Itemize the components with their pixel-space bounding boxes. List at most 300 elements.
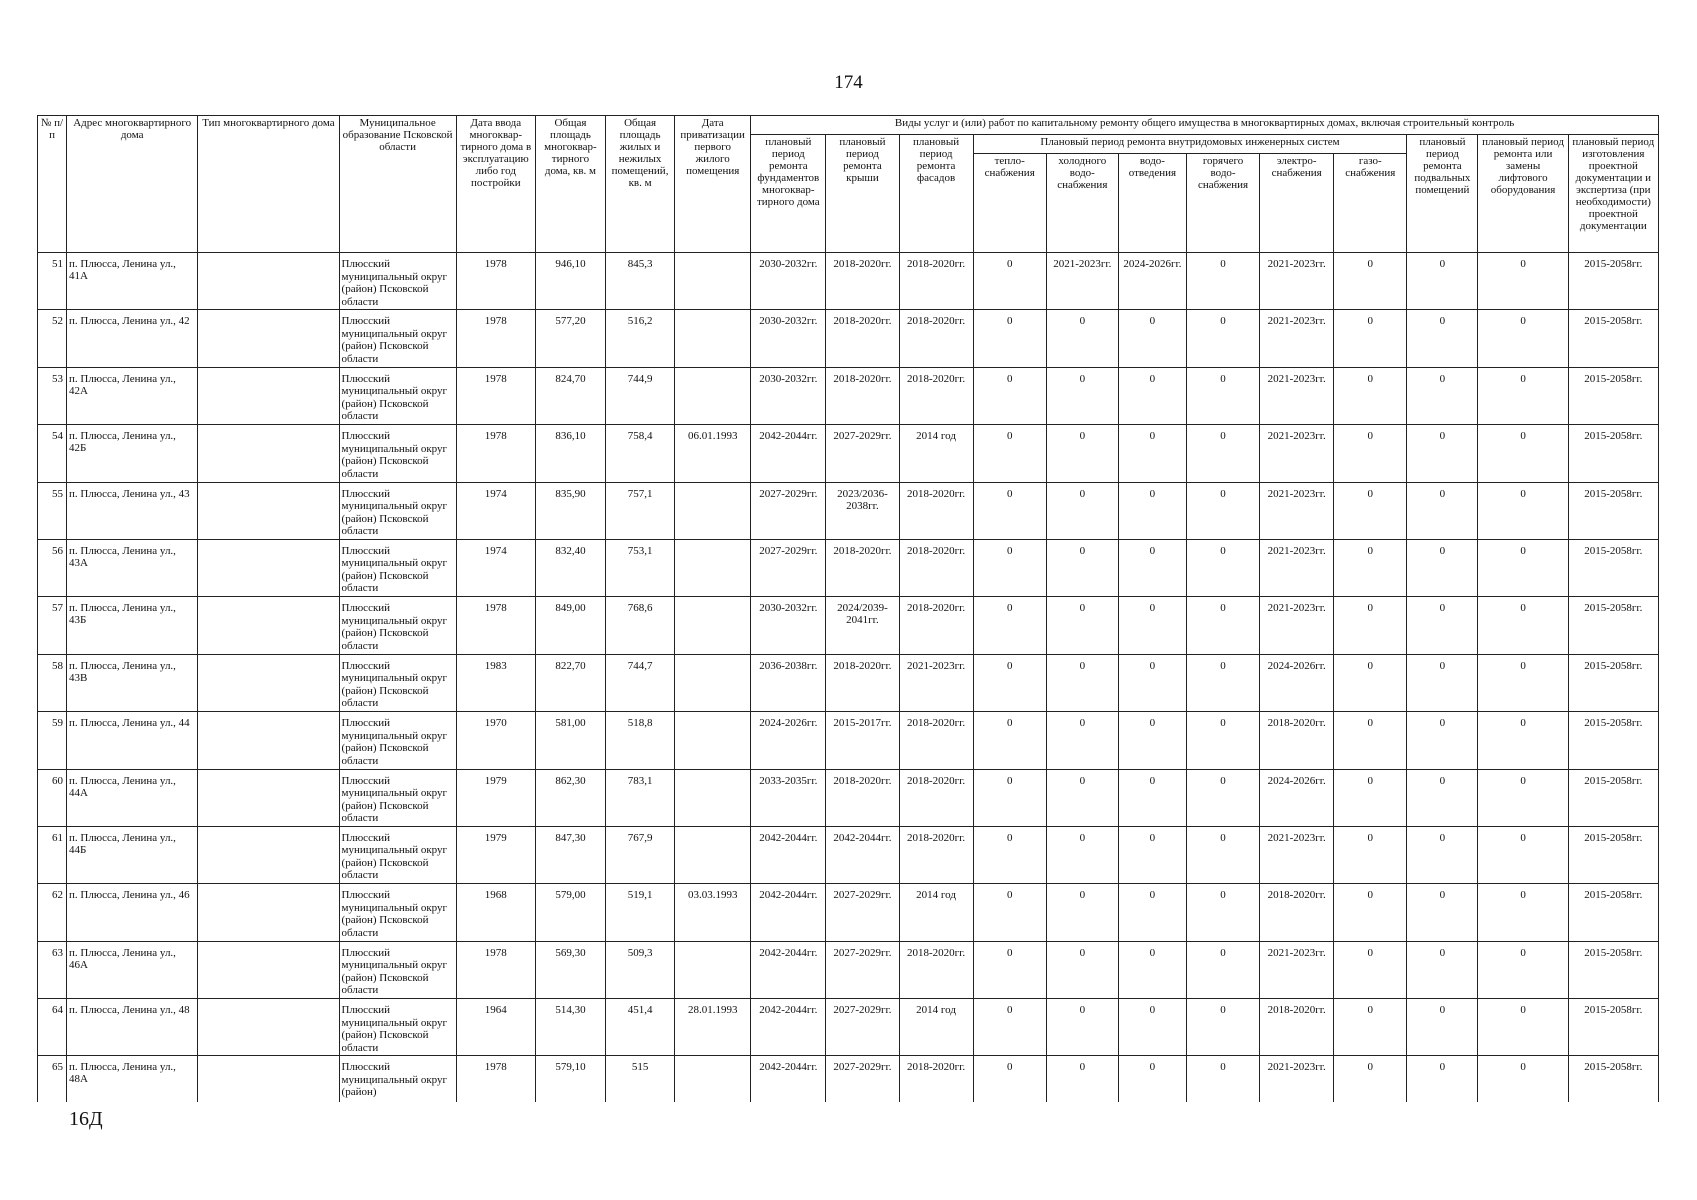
foundation-cell: 2030-2032гг.: [751, 310, 826, 367]
header-num: № п/п: [38, 116, 67, 253]
hot-water-cell: 0: [1186, 1056, 1259, 1102]
row-number: 52: [38, 310, 67, 367]
privatization-date-cell: [675, 367, 751, 424]
table-row: [38, 826, 1659, 883]
municipality-cell: Плюсский муниципальный округ (район) Псковской области: [339, 310, 456, 367]
electricity-cell: 2021-2023гг.: [1260, 597, 1334, 654]
total-area-cell: 824,70: [535, 367, 605, 424]
table-row: [38, 712, 1659, 769]
header-foundation: плановый период ремонта фундаментов многоквар-тирного дома: [751, 135, 826, 253]
type-cell: [198, 941, 339, 998]
electricity-cell: 2021-2023гг.: [1260, 367, 1334, 424]
living-area-cell: 768,6: [606, 597, 675, 654]
year-cell: 1979: [456, 769, 535, 826]
table-row: [38, 482, 1659, 539]
header-cold-water: холодного водо-снабжения: [1046, 154, 1118, 253]
privatization-date-cell: [675, 482, 751, 539]
address-cell: п. Плюсса, Ленина ул., 48А: [67, 1056, 198, 1102]
sewerage-cell: 0: [1118, 1056, 1186, 1102]
hot-water-cell: 0: [1186, 654, 1259, 711]
total-area-cell: 577,20: [535, 310, 605, 367]
roof-cell: 2018-2020гг.: [826, 769, 899, 826]
year-cell: 1978: [456, 367, 535, 424]
roof-cell: 2015-2017гг.: [826, 712, 899, 769]
basement-cell: 0: [1407, 482, 1478, 539]
header-address: Адрес многоквартирного дома: [67, 116, 198, 253]
electricity-cell: 2021-2023гг.: [1260, 826, 1334, 883]
year-cell: 1974: [456, 482, 535, 539]
design-docs-cell: 2015-2058гг.: [1568, 884, 1658, 941]
basement-cell: 0: [1407, 941, 1478, 998]
elevator-cell: 0: [1478, 826, 1568, 883]
row-number: 54: [38, 425, 67, 482]
basement-cell: 0: [1407, 826, 1478, 883]
cold-water-cell: 0: [1046, 884, 1118, 941]
header-elevator: плановый период ремонта или замены лифтового оборудования: [1478, 135, 1568, 253]
cold-water-cell: 0: [1046, 1056, 1118, 1102]
design-docs-cell: 2015-2058гг.: [1568, 999, 1658, 1056]
heating-cell: 0: [973, 310, 1046, 367]
basement-cell: 0: [1407, 1056, 1478, 1102]
design-docs-cell: 2015-2058гг.: [1568, 425, 1658, 482]
design-docs-cell: 2015-2058гг.: [1568, 1056, 1658, 1102]
header-commission-date: Дата ввода многоквар-тирного дома в эксплуатацию либо год постройки: [456, 116, 535, 253]
basement-cell: 0: [1407, 712, 1478, 769]
foundation-cell: 2042-2044гг.: [751, 826, 826, 883]
living-area-cell: 757,1: [606, 482, 675, 539]
roof-cell: 2027-2029гг.: [826, 999, 899, 1056]
address-cell: п. Плюсса, Ленина ул., 41А: [67, 253, 198, 310]
header-sewerage: водо-отведения: [1118, 154, 1186, 253]
municipality-cell: Плюсский муниципальный округ (район): [339, 1056, 456, 1102]
type-cell: [198, 310, 339, 367]
sewerage-cell: 0: [1118, 425, 1186, 482]
heating-cell: 0: [973, 597, 1046, 654]
gas-cell: 0: [1334, 539, 1407, 596]
electricity-cell: 2021-2023гг.: [1260, 310, 1334, 367]
header-type: Тип многоквартирного дома: [198, 116, 339, 253]
row-number: 65: [38, 1056, 67, 1102]
heating-cell: 0: [973, 482, 1046, 539]
total-area-cell: 849,00: [535, 597, 605, 654]
sewerage-cell: 0: [1118, 769, 1186, 826]
table-row: [38, 539, 1659, 596]
electricity-cell: 2018-2020гг.: [1260, 712, 1334, 769]
sewerage-cell: 0: [1118, 310, 1186, 367]
type-cell: [198, 654, 339, 711]
living-area-cell: 516,2: [606, 310, 675, 367]
elevator-cell: 0: [1478, 941, 1568, 998]
year-cell: 1978: [456, 253, 535, 310]
table-row: [38, 367, 1659, 424]
header-gas: газо-снабжения: [1334, 154, 1407, 253]
gas-cell: 0: [1334, 597, 1407, 654]
elevator-cell: 0: [1478, 310, 1568, 367]
electricity-cell: 2021-2023гг.: [1260, 425, 1334, 482]
sewerage-cell: 0: [1118, 539, 1186, 596]
address-cell: п. Плюсса, Ленина ул., 46А: [67, 941, 198, 998]
design-docs-cell: 2015-2058гг.: [1568, 367, 1658, 424]
cold-water-cell: 0: [1046, 425, 1118, 482]
elevator-cell: 0: [1478, 654, 1568, 711]
design-docs-cell: 2015-2058гг.: [1568, 310, 1658, 367]
municipality-cell: Плюсский муниципальный округ (район) Псковской области: [339, 769, 456, 826]
heating-cell: 0: [973, 253, 1046, 310]
basement-cell: 0: [1407, 654, 1478, 711]
address-cell: п. Плюсса, Ленина ул., 42: [67, 310, 198, 367]
facade-cell: 2014 год: [899, 884, 973, 941]
gas-cell: 0: [1334, 999, 1407, 1056]
facade-cell: 2018-2020гг.: [899, 941, 973, 998]
elevator-cell: 0: [1478, 482, 1568, 539]
gas-cell: 0: [1334, 367, 1407, 424]
foundation-cell: 2042-2044гг.: [751, 999, 826, 1056]
cold-water-cell: 0: [1046, 654, 1118, 711]
total-area-cell: 946,10: [535, 253, 605, 310]
year-cell: 1978: [456, 310, 535, 367]
elevator-cell: 0: [1478, 999, 1568, 1056]
foundation-cell: 2030-2032гг.: [751, 367, 826, 424]
basement-cell: 0: [1407, 253, 1478, 310]
header-total-area: Общая площадь многоквар-тирного дома, кв. м: [535, 116, 605, 253]
living-area-cell: 451,4: [606, 999, 675, 1056]
basement-cell: 0: [1407, 539, 1478, 596]
gas-cell: 0: [1334, 1056, 1407, 1102]
header-facade: плановый период ремонта фасадов: [899, 135, 973, 253]
total-area-cell: 581,00: [535, 712, 605, 769]
heating-cell: 0: [973, 425, 1046, 482]
living-area-cell: 744,7: [606, 654, 675, 711]
total-area-cell: 862,30: [535, 769, 605, 826]
design-docs-cell: 2015-2058гг.: [1568, 539, 1658, 596]
row-number: 57: [38, 597, 67, 654]
privatization-date-cell: 28.01.1993: [675, 999, 751, 1056]
heating-cell: 0: [973, 539, 1046, 596]
total-area-cell: 847,30: [535, 826, 605, 883]
basement-cell: 0: [1407, 884, 1478, 941]
header-roof: плановый период ремонта крыши: [826, 135, 899, 253]
sewerage-cell: 0: [1118, 999, 1186, 1056]
row-number: 58: [38, 654, 67, 711]
year-cell: 1978: [456, 425, 535, 482]
electricity-cell: 2021-2023гг.: [1260, 1056, 1334, 1102]
type-cell: [198, 1056, 339, 1102]
gas-cell: 0: [1334, 310, 1407, 367]
row-number: 64: [38, 999, 67, 1056]
header-privatization-date: Дата приватизации первого жилого помещения: [675, 116, 751, 253]
address-cell: п. Плюсса, Ленина ул., 42Б: [67, 425, 198, 482]
foundation-cell: 2024-2026гг.: [751, 712, 826, 769]
table-row: [38, 654, 1659, 711]
roof-cell: 2027-2029гг.: [826, 425, 899, 482]
total-area-cell: 836,10: [535, 425, 605, 482]
total-area-cell: 579,00: [535, 884, 605, 941]
row-number: 61: [38, 826, 67, 883]
design-docs-cell: 2015-2058гг.: [1568, 253, 1658, 310]
cold-water-cell: 0: [1046, 482, 1118, 539]
living-area-cell: 753,1: [606, 539, 675, 596]
row-number: 62: [38, 884, 67, 941]
municipality-cell: Плюсский муниципальный округ (район) Псковской области: [339, 884, 456, 941]
sewerage-cell: 0: [1118, 941, 1186, 998]
foundation-cell: 2042-2044гг.: [751, 1056, 826, 1102]
foundation-cell: 2042-2044гг.: [751, 425, 826, 482]
living-area-cell: 767,9: [606, 826, 675, 883]
design-docs-cell: 2015-2058гг.: [1568, 826, 1658, 883]
electricity-cell: 2024-2026гг.: [1260, 654, 1334, 711]
table-row: [38, 884, 1659, 941]
type-cell: [198, 884, 339, 941]
living-area-cell: 515: [606, 1056, 675, 1102]
facade-cell: 2018-2020гг.: [899, 367, 973, 424]
heating-cell: 0: [973, 941, 1046, 998]
gas-cell: 0: [1334, 712, 1407, 769]
privatization-date-cell: [675, 941, 751, 998]
gas-cell: 0: [1334, 253, 1407, 310]
type-cell: [198, 425, 339, 482]
type-cell: [198, 539, 339, 596]
foundation-cell: 2033-2035гг.: [751, 769, 826, 826]
hot-water-cell: 0: [1186, 367, 1259, 424]
hot-water-cell: 0: [1186, 597, 1259, 654]
address-cell: п. Плюсса, Ленина ул., 43: [67, 482, 198, 539]
foundation-cell: 2027-2029гг.: [751, 482, 826, 539]
cold-water-cell: 0: [1046, 826, 1118, 883]
facade-cell: 2018-2020гг.: [899, 826, 973, 883]
hot-water-cell: 0: [1186, 884, 1259, 941]
heating-cell: 0: [973, 999, 1046, 1056]
header-living-area: Общая площадь жилых и нежилых помещений, кв. м: [606, 116, 675, 253]
gas-cell: 0: [1334, 482, 1407, 539]
type-cell: [198, 712, 339, 769]
header-electricity: электро-снабжения: [1260, 154, 1334, 253]
elevator-cell: 0: [1478, 425, 1568, 482]
cold-water-cell: 0: [1046, 769, 1118, 826]
gas-cell: 0: [1334, 826, 1407, 883]
type-cell: [198, 769, 339, 826]
roof-cell: 2018-2020гг.: [826, 367, 899, 424]
roof-cell: 2027-2029гг.: [826, 884, 899, 941]
gas-cell: 0: [1334, 654, 1407, 711]
elevator-cell: 0: [1478, 769, 1568, 826]
hot-water-cell: 0: [1186, 310, 1259, 367]
heating-cell: 0: [973, 712, 1046, 769]
privatization-date-cell: [675, 769, 751, 826]
cold-water-cell: 2021-2023гг.: [1046, 253, 1118, 310]
hot-water-cell: 0: [1186, 941, 1259, 998]
header-municipality: Муниципальное образование Псковской области: [339, 116, 456, 253]
foundation-cell: 2042-2044гг.: [751, 941, 826, 998]
foundation-cell: 2027-2029гг.: [751, 539, 826, 596]
municipality-cell: Плюсский муниципальный округ (район) Псковской области: [339, 253, 456, 310]
heating-cell: 0: [973, 367, 1046, 424]
hot-water-cell: 0: [1186, 482, 1259, 539]
year-cell: 1964: [456, 999, 535, 1056]
roof-cell: 2042-2044гг.: [826, 826, 899, 883]
electricity-cell: 2024-2026гг.: [1260, 769, 1334, 826]
facade-cell: 2018-2020гг.: [899, 712, 973, 769]
facade-cell: 2018-2020гг.: [899, 769, 973, 826]
sewerage-cell: 0: [1118, 884, 1186, 941]
cold-water-cell: 0: [1046, 539, 1118, 596]
year-cell: 1968: [456, 884, 535, 941]
total-area-cell: 832,40: [535, 539, 605, 596]
year-cell: 1974: [456, 539, 535, 596]
table-row: [38, 941, 1659, 998]
type-cell: [198, 999, 339, 1056]
gas-cell: 0: [1334, 884, 1407, 941]
header-design-docs: плановый период изготовления проектной документации и экспертиза (при необходимости) проектной документации: [1568, 135, 1658, 253]
header-basement: плановый период ремонта подвальных помещений: [1407, 135, 1478, 253]
header-heating: тепло-снабжения: [973, 154, 1046, 253]
total-area-cell: 822,70: [535, 654, 605, 711]
address-cell: п. Плюсса, Ленина ул., 48: [67, 999, 198, 1056]
municipality-cell: Плюсский муниципальный округ (район) Псковской области: [339, 999, 456, 1056]
address-cell: п. Плюсса, Ленина ул., 43В: [67, 654, 198, 711]
basement-cell: 0: [1407, 425, 1478, 482]
type-cell: [198, 367, 339, 424]
living-area-cell: 744,9: [606, 367, 675, 424]
foundation-cell: 2030-2032гг.: [751, 597, 826, 654]
row-number: 63: [38, 941, 67, 998]
total-area-cell: 579,10: [535, 1056, 605, 1102]
living-area-cell: 519,1: [606, 884, 675, 941]
table-body: [38, 253, 1659, 1103]
table-row: [38, 769, 1659, 826]
electricity-cell: 2021-2023гг.: [1260, 539, 1334, 596]
privatization-date-cell: [675, 539, 751, 596]
address-cell: п. Плюсса, Ленина ул., 46: [67, 884, 198, 941]
sewerage-cell: 0: [1118, 367, 1186, 424]
municipality-cell: Плюсский муниципальный округ (район) Псковской области: [339, 597, 456, 654]
municipality-cell: Плюсский муниципальный округ (район) Псковской области: [339, 539, 456, 596]
header-hot-water: горячего водо-снабжения: [1186, 154, 1259, 253]
facade-cell: 2018-2020гг.: [899, 482, 973, 539]
privatization-date-cell: [675, 1056, 751, 1102]
year-cell: 1979: [456, 826, 535, 883]
elevator-cell: 0: [1478, 367, 1568, 424]
gas-cell: 0: [1334, 769, 1407, 826]
municipality-cell: Плюсский муниципальный округ (район) Псковской области: [339, 654, 456, 711]
municipality-cell: Плюсский муниципальный округ (район) Псковской области: [339, 425, 456, 482]
heating-cell: 0: [973, 884, 1046, 941]
facade-cell: 2018-2020гг.: [899, 597, 973, 654]
sewerage-cell: 0: [1118, 654, 1186, 711]
page-number: 174: [834, 72, 863, 93]
design-docs-cell: 2015-2058гг.: [1568, 712, 1658, 769]
hot-water-cell: 0: [1186, 425, 1259, 482]
elevator-cell: 0: [1478, 597, 1568, 654]
municipality-cell: Плюсский муниципальный округ (район) Псковской области: [339, 712, 456, 769]
roof-cell: 2018-2020гг.: [826, 539, 899, 596]
living-area-cell: 758,4: [606, 425, 675, 482]
year-cell: 1978: [456, 1056, 535, 1102]
design-docs-cell: 2015-2058гг.: [1568, 769, 1658, 826]
electricity-cell: 2021-2023гг.: [1260, 482, 1334, 539]
hot-water-cell: 0: [1186, 539, 1259, 596]
year-cell: 1983: [456, 654, 535, 711]
year-cell: 1970: [456, 712, 535, 769]
roof-cell: 2018-2020гг.: [826, 654, 899, 711]
elevator-cell: 0: [1478, 1056, 1568, 1102]
repair-schedule-table: [37, 115, 1659, 1102]
foundation-cell: 2042-2044гг.: [751, 884, 826, 941]
privatization-date-cell: [675, 654, 751, 711]
design-docs-cell: 2015-2058гг.: [1568, 597, 1658, 654]
sewerage-cell: 0: [1118, 826, 1186, 883]
row-number: 55: [38, 482, 67, 539]
design-docs-cell: 2015-2058гг.: [1568, 654, 1658, 711]
row-number: 60: [38, 769, 67, 826]
total-area-cell: 569,30: [535, 941, 605, 998]
municipality-cell: Плюсский муниципальный округ (район) Псковской области: [339, 482, 456, 539]
hot-water-cell: 0: [1186, 253, 1259, 310]
privatization-date-cell: [675, 712, 751, 769]
cold-water-cell: 0: [1046, 712, 1118, 769]
sewerage-cell: 0: [1118, 597, 1186, 654]
privatization-date-cell: 06.01.1993: [675, 425, 751, 482]
roof-cell: 2024/2039-2041гг.: [826, 597, 899, 654]
facade-cell: 2021-2023гг.: [899, 654, 973, 711]
cold-water-cell: 0: [1046, 941, 1118, 998]
design-docs-cell: 2015-2058гг.: [1568, 941, 1658, 998]
address-cell: п. Плюсса, Ленина ул., 43Б: [67, 597, 198, 654]
roof-cell: 2018-2020гг.: [826, 310, 899, 367]
gas-cell: 0: [1334, 425, 1407, 482]
living-area-cell: 518,8: [606, 712, 675, 769]
living-area-cell: 783,1: [606, 769, 675, 826]
roof-cell: 2027-2029гг.: [826, 1056, 899, 1102]
row-number: 51: [38, 253, 67, 310]
facade-cell: 2014 год: [899, 999, 973, 1056]
table-row: [38, 1056, 1659, 1102]
total-area-cell: 514,30: [535, 999, 605, 1056]
repair-schedule-table-wrapper: [37, 115, 1659, 1102]
facade-cell: 2018-2020гг.: [899, 310, 973, 367]
basement-cell: 0: [1407, 597, 1478, 654]
gas-cell: 0: [1334, 941, 1407, 998]
foundation-cell: 2030-2032гг.: [751, 253, 826, 310]
electricity-cell: 2018-2020гг.: [1260, 999, 1334, 1056]
hot-water-cell: 0: [1186, 712, 1259, 769]
header-works-group: Виды услуг и (или) работ по капитальному ремонту общего имущества в многоквартирных домах, включая строительный контроль: [751, 116, 1659, 135]
table-row: [38, 425, 1659, 482]
roof-cell: 2027-2029гг.: [826, 941, 899, 998]
facade-cell: 2018-2020гг.: [899, 539, 973, 596]
privatization-date-cell: 03.03.1993: [675, 884, 751, 941]
electricity-cell: 2021-2023гг.: [1260, 253, 1334, 310]
heating-cell: 0: [973, 769, 1046, 826]
header-engineering-group: Плановый период ремонта внутридомовых инженерных систем: [973, 135, 1407, 154]
cold-water-cell: 0: [1046, 367, 1118, 424]
table-row: [38, 999, 1659, 1056]
address-cell: п. Плюсса, Ленина ул., 44: [67, 712, 198, 769]
elevator-cell: 0: [1478, 253, 1568, 310]
elevator-cell: 0: [1478, 884, 1568, 941]
year-cell: 1978: [456, 941, 535, 998]
basement-cell: 0: [1407, 310, 1478, 367]
address-cell: п. Плюсса, Ленина ул., 43А: [67, 539, 198, 596]
privatization-date-cell: [675, 253, 751, 310]
type-cell: [198, 597, 339, 654]
type-cell: [198, 826, 339, 883]
privatization-date-cell: [675, 597, 751, 654]
roof-cell: 2023/2036-2038гг.: [826, 482, 899, 539]
total-area-cell: 835,90: [535, 482, 605, 539]
elevator-cell: 0: [1478, 712, 1568, 769]
sewerage-cell: 2024-2026гг.: [1118, 253, 1186, 310]
address-cell: п. Плюсса, Ленина ул., 44Б: [67, 826, 198, 883]
